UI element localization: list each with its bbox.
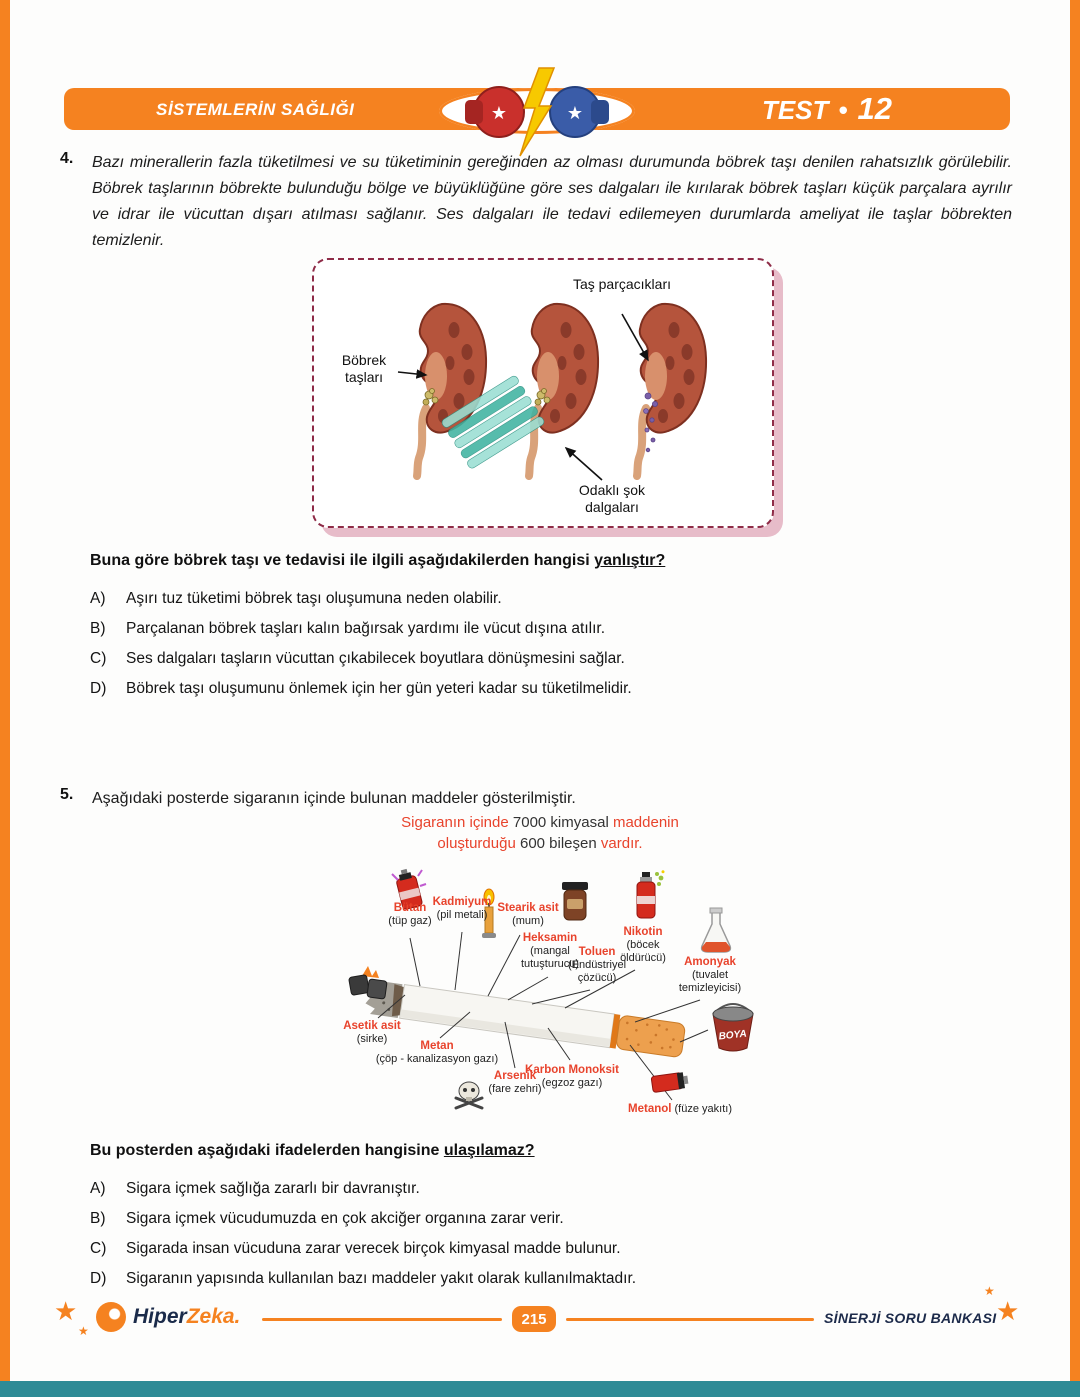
paint-bucket-icon (704, 998, 764, 1056)
chem-label-metan: Metan (çöp - kanalizasyon gazı) (375, 1040, 499, 1065)
star-icon: ★ (996, 1296, 1020, 1326)
chem-label-metanol: Metanol (füze yakıtı) (628, 1103, 732, 1115)
flask-icon (698, 906, 734, 956)
chem-label-toluen: Toluen (Endüstriyel çözücü) (567, 946, 627, 984)
rocket-fuel-battery-icon (650, 1068, 692, 1096)
left-edge-strip (0, 0, 10, 1381)
header-emblem (427, 72, 647, 148)
cigarette-poster (280, 860, 800, 1172)
chem-label-heksamin: Heksamin (mangal tutuşturucu) (520, 932, 580, 970)
q4-option-c: C) Ses dalgaları taşların vücuttan çıkabilecek boyutlara dönüşmesini sağlar. (90, 650, 625, 667)
svg-text:★: ★ (566, 103, 584, 123)
lightning-icon (520, 68, 554, 156)
svg-text:★: ★ (490, 103, 508, 123)
publisher-logo-text: HiperZeka. (133, 1305, 241, 1328)
star-icon: ★ (54, 1296, 78, 1326)
q5-option-d: D) Sigaranın yapısında kullanılan bazı maddeler yakıt olarak kullanılmaktadır. (90, 1270, 637, 1287)
boxing-gloves-icon (427, 66, 647, 158)
chem-label-arsenik: Arsenik (fare zehri) (488, 1070, 542, 1095)
poster-title: Sigaranın içinde 7000 kimyasal maddenin oluşturduğu 600 bileşen vardır. (401, 814, 679, 852)
chem-label-butan: Bütan (tüp gaz) (388, 902, 432, 927)
label-kidney-stones: Böbrek taşları (341, 352, 387, 385)
label-shock-waves: Odaklı şok dalgaları (578, 482, 646, 515)
footer (0, 1284, 1080, 1348)
kidney-diagram-svg (314, 260, 776, 526)
q5-option-b: B) Sigara içmek vücudumuzda en çok akciğer organına zarar verir. (90, 1210, 564, 1227)
question-4-stem: Buna göre böbrek taşı ve tedavisi ile ilgili aşağıdakilerden hangisi yanlıştır? (90, 552, 666, 569)
question-5-text: Aşağıdaki posterde sigaranın içinde bulunan maddeler gösterilmiştir. (92, 790, 576, 807)
publisher-logo-icon (96, 1302, 126, 1332)
kidney-middle (529, 304, 598, 476)
q4-option-a: A) Aşırı tuz tüketimi böbrek taşı oluşumuna neden olabilir. (90, 590, 502, 607)
series-title: SİNERJİ SORU BANKASI (824, 1310, 997, 1326)
question-4-intro (60, 150, 1012, 254)
question-5-number: 5. (60, 786, 74, 803)
question-5-stem: Bu posterden aşağıdaki ifadelerden hangisine ulaşılamaz? (90, 1142, 535, 1159)
footer-divider-right (566, 1318, 814, 1321)
footer-divider-left (262, 1318, 502, 1321)
q4-option-b: B) Parçalanan böbrek taşları kalın bağırsak yardımı ile vücut dışına atılır. (90, 620, 606, 637)
kidney-diagram (312, 258, 774, 528)
question-5-intro (60, 786, 1012, 812)
question-4-text: Bazı minerallerin fazla tüketilmesi ve su tüketiminin gereğinden az olması durumunda böbrek taşı denilen rahatsızlık görülebilir. Böbrek taşlarının böbrekte bulunduğu bölge ve büyüklüğüne göre ses dalgaları ile kırılarak böbrek taşları küçük parçalara ayrılır ve idrar ile vücuttan dışarı atılması sağlanır. Ses dalgaları ile tedavi edilemeyen durumlarda ameliyat ile taşlar böbrekten temizlenir. (92, 154, 1012, 249)
paint-label: BOYA (718, 1028, 748, 1043)
q5-option-c: C) Sigarada insan vücuduna zarar verecek birçok kimyasal madde bulunur. (90, 1240, 621, 1257)
cigarette-filter (616, 1015, 686, 1058)
spray-can-icon (632, 870, 666, 922)
charcoal-icon (346, 964, 392, 1004)
chem-label-karbon-monoksit: Karbon Monoksit (egzoz gazı) (525, 1064, 619, 1089)
test-number-label: TEST • 12 (761, 91, 892, 126)
q4-option-d: D) Böbrek taşı oluşumunu önlemek için her gün yeteri kadar su tüketilmelidir. (90, 680, 632, 697)
arrow-shock-waves (566, 448, 602, 480)
bottom-color-bar (0, 1381, 1080, 1397)
question-4-number: 4. (60, 150, 74, 167)
section-title: SİSTEMLERİN SAĞLIĞI (156, 100, 355, 119)
header-banner (64, 88, 1010, 130)
chem-label-kadmiyum: Kadmiyum (pil metali) (432, 896, 492, 921)
chem-label-asetik-asit: Asetik asit (sirke) (343, 1020, 401, 1045)
star-icon: ★ (984, 1284, 995, 1298)
skull-icon (452, 1080, 486, 1112)
chem-label-amonyak: Amonyak (tuvalet temizleyicisi) (678, 956, 742, 994)
chem-label-stearik-asit: Stearik asit (mum) (497, 902, 559, 927)
chem-label-nikotin: Nikotin (böcek öldürücü) (620, 926, 666, 964)
label-stone-fragments: Taş parçacıkları (572, 276, 672, 292)
right-edge-strip (1070, 0, 1080, 1381)
page-number-badge: 215 (512, 1306, 556, 1332)
star-icon: ★ (78, 1324, 89, 1338)
q5-option-a: A) Sigara içmek sağlığa zararlı bir davranıştır. (90, 1180, 420, 1197)
